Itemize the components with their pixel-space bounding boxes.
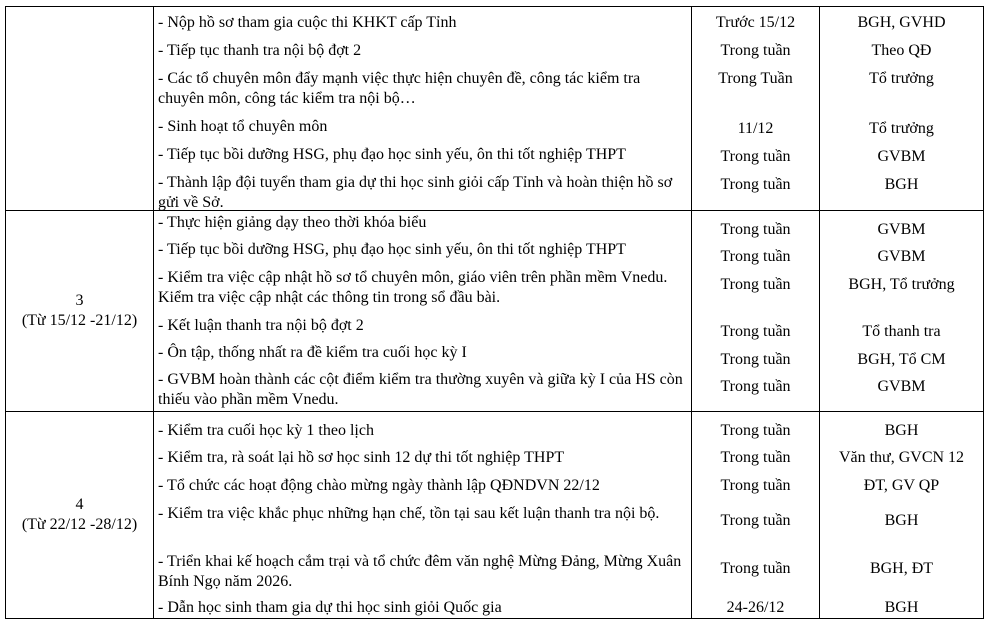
task-responsible: BGH: [884, 176, 919, 193]
task-item: - GVBM hoàn thành các cột điểm kiểm tra thường xuyên và giữa kỳ I của HS còn thiếu vào phần mềm Vnedu.: [158, 371, 683, 408]
task-responsible: BGH: [884, 422, 919, 439]
time-cell: [692, 7, 820, 211]
task-responsible: Tổ trưởng: [869, 120, 934, 137]
task-time: Trong tuần: [720, 449, 791, 466]
task-responsible: BGH, Tổ CM: [857, 351, 946, 368]
task-responsible: BGH: [884, 599, 919, 616]
task-time: Trước 15/12: [715, 14, 796, 31]
responsible-cell: [820, 412, 984, 619]
task-item: - Thực hiện giảng dạy theo thời khóa biểu: [158, 214, 427, 231]
task-responsible: BGH, GVHD: [857, 14, 946, 31]
task-responsible: Văn thư, GVCN 12: [838, 449, 965, 466]
task-time: Trong tuần: [720, 248, 791, 265]
week-cell: [6, 211, 154, 412]
task-item: - Kiểm tra việc cập nhật hồ sơ tổ chuyên môn, giáo viên trên phần mềm Vnedu. Kiểm tra việc cập nhật các thông tin trong sổ đầu bài.: [158, 269, 668, 306]
task-time: Trong tuần: [720, 276, 791, 293]
week-cell: [6, 7, 154, 211]
task-item: - Tiếp tục bồi dưỡng HSG, phụ đạo học sinh yếu, ôn thi tốt nghiệp THPT: [158, 241, 626, 258]
task-time: Trong tuần: [720, 422, 791, 439]
task-time: Trong tuần: [720, 351, 791, 368]
task-cell: [154, 412, 692, 619]
responsible-cell: [820, 211, 984, 412]
time-cell: [692, 412, 820, 619]
task-cell: [154, 211, 692, 412]
task-time: 11/12: [737, 120, 774, 137]
task-responsible: Tổ trưởng: [869, 70, 934, 87]
week-row: [6, 412, 984, 619]
task-item: - Sinh hoạt tổ chuyên môn: [158, 118, 328, 135]
time-cell: [692, 211, 820, 412]
task-time: Trong tuần: [720, 560, 791, 577]
task-item: - Triển khai kế hoạch cắm trại và tổ chức đêm văn nghệ Mừng Đảng, Mừng Xuân Bính Ngọ năm 2026.: [158, 553, 682, 590]
task-time: Trong tuần: [720, 323, 791, 340]
task-time: Trong tuần: [720, 148, 791, 165]
task-item: - Thành lập đội tuyển tham gia dự thi học sinh giỏi cấp Tỉnh và hoàn thiện hồ sơ gửi về Sở.: [158, 174, 673, 211]
task-item: - Kiểm tra cuối học kỳ 1 theo lịch: [158, 422, 374, 439]
task-time: Trong tuần: [720, 221, 791, 238]
task-time: 24-26/12: [726, 599, 785, 616]
task-item: - Kiểm tra việc khắc phục những hạn chế, tồn tại sau kết luận thanh tra nội bộ.: [158, 505, 660, 522]
task-item: - Nộp hồ sơ tham gia cuộc thi KHKT cấp Tỉnh: [158, 14, 457, 31]
task-responsible: GVBM: [877, 148, 926, 165]
task-responsible: BGH, Tổ trưởng: [848, 276, 955, 293]
task-item: - Tiếp tục thanh tra nội bộ đợt 2: [158, 42, 362, 59]
responsible-cell: [820, 7, 984, 211]
task-time: Trong tuần: [720, 176, 791, 193]
week-date-range: (Từ 22/12 -28/12): [21, 516, 138, 533]
task-item: - Các tổ chuyên môn đẩy mạnh việc thực hiện chuyên đề, công tác kiểm tra chuyên môn, công tác kiểm tra nội bộ…: [158, 70, 641, 107]
task-responsible: GVBM: [877, 378, 926, 395]
task-time: Trong tuần: [720, 378, 791, 395]
week-date-range: (Từ 15/12 -21/12): [21, 312, 138, 329]
week-row: [6, 7, 984, 211]
week-row: [6, 211, 984, 412]
week-number: 4: [75, 496, 84, 513]
task-responsible: BGH, ĐT: [869, 560, 934, 577]
schedule-body: [6, 7, 984, 619]
task-item: - Kiểm tra, rà soát lại hồ sơ học sinh 12 dự thi tốt nghiệp THPT: [158, 449, 565, 466]
task-responsible: BGH: [884, 512, 919, 529]
task-cell: [154, 7, 692, 211]
task-item: - Kết luận thanh tra nội bộ đợt 2: [158, 317, 364, 334]
week-cell: [6, 412, 154, 619]
schedule-table: [5, 6, 984, 619]
week-number: 3: [75, 292, 84, 309]
task-responsible: Theo QĐ: [871, 42, 932, 59]
task-item: - Tiếp tục bồi dưỡng HSG, phụ đạo học sinh yếu, ôn thi tốt nghiệp THPT: [158, 146, 626, 163]
task-time: Trong Tuần: [718, 70, 793, 87]
task-responsible: GVBM: [877, 248, 926, 265]
task-time: Trong tuần: [720, 42, 791, 59]
task-responsible: Tổ thanh tra: [862, 323, 941, 340]
task-item: - Tổ chức các hoạt động chào mừng ngày thành lập QĐNDVN 22/12: [158, 477, 600, 494]
task-time: Trong tuần: [720, 477, 791, 494]
task-item: - Dẫn học sinh tham gia dự thi học sinh giỏi Quốc gia: [158, 599, 502, 616]
task-item: - Ôn tập, thống nhất ra đề kiểm tra cuối học kỳ I: [158, 344, 467, 361]
task-responsible: GVBM: [877, 221, 926, 238]
task-responsible: ĐT, GV QP: [863, 477, 940, 494]
task-time: Trong tuần: [720, 512, 791, 529]
